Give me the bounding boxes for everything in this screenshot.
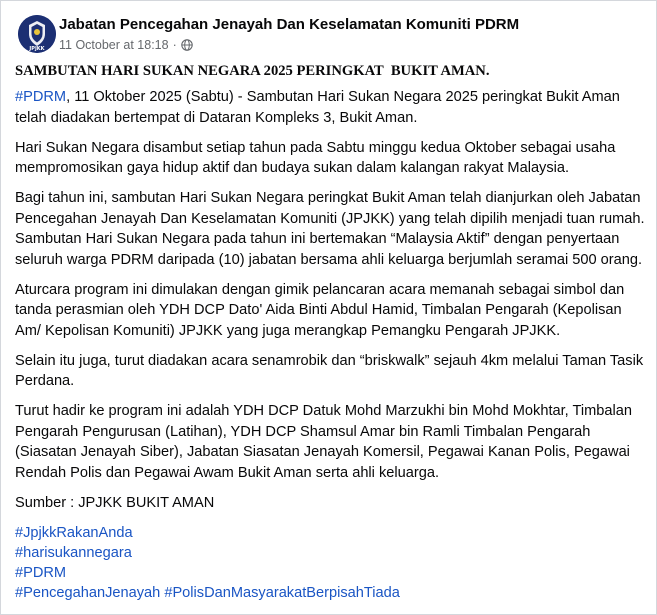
hashtag-link[interactable]: #PolisDanMasyarakatBerpisahTiada <box>164 585 400 601</box>
paragraph-5: Selain itu juga, turut diadakan acara senamrobik dan “briskwalk” sejauh 4km melalui Taman Tasik Perdana. <box>15 352 644 389</box>
post-timestamp[interactable]: 11 October at 18:18 <box>59 38 169 52</box>
hashtag-link[interactable]: #PDRM <box>15 565 67 581</box>
hashtag-link[interactable]: #PencegahanJenayah <box>15 585 161 601</box>
paragraph-6: Turut hadir ke program ini adalah YDH DCP Datuk Mohd Marzukhi bin Mohd Mokhtar, Timbalan Pengarah Pengurusan (Latihan), YDH DCP Shamsul Amar bin Ramli Timbalan Pengarah (Siasatan Jenayah Siber), Jabatan Siasatan Jenayah Komersil, Pegawai Kanan Polis, Pegawai Rendah Polis dan Pegawai Awam Bukit Aman serta ahli keluarga. <box>15 403 633 481</box>
crest-icon <box>18 15 56 53</box>
hashtag-link[interactable]: #harisukannegara <box>15 545 132 561</box>
hashtag-link[interactable]: #JpjkkRakanAnda <box>15 525 133 541</box>
hashtag-list <box>15 523 645 603</box>
post-meta <box>59 38 193 52</box>
paragraph-1 <box>15 87 645 128</box>
hashtag-link[interactable]: #PDRM <box>15 89 67 105</box>
page-name-link[interactable]: Jabatan Pencegahan Jenayah Dan Keselamatan Komuniti PDRM <box>59 16 520 33</box>
post-header <box>15 12 645 58</box>
paragraph-4: Aturcara program ini dimulakan dengan gimik pelancaran acara memanah sebagai simbol dan tanda perasmian oleh YDH DCP Dato' Aida Binti Abdul Hamid, Timbalan Pengarah (Kepolisan Am/ Kepolisan Komuniti) JPJKK yang juga merangkap Pemangku Pengarah JPJKK. <box>15 281 625 339</box>
paragraph-2: Hari Sukan Negara disambut setiap tahun pada Sabtu minggu kedua Oktober sebagai usaha mempromosikan gaya hidup aktif dan budaya sukan dalam kalangan rakyat Malaysia. <box>15 139 616 176</box>
page-avatar[interactable] <box>18 15 56 53</box>
globe-icon[interactable] <box>181 39 193 51</box>
source-line: Sumber : JPJKK BUKIT AMAN <box>15 494 215 511</box>
post-title: SAMBUTAN HARI SUKAN NEGARA 2025 PERINGKAT BUKIT AMAN. <box>15 63 490 79</box>
avatar-text: JPJKK <box>29 46 45 52</box>
post-body <box>15 61 645 603</box>
paragraph-3: Bagi tahun ini, sambutan Hari Sukan Negara peringkat Bukit Aman telah dianjurkan oleh Jabatan Pencegahan Jenayah Dan Keselamatan Komuniti (JPJKK) yang telah dipilih menjadi tuan rumah. Sambutan Hari Sukan Negara pada tahun ini bertemakan “Malaysia Aktif” dengan penyertaan seluruh warga PDRM daripada (10) jabatan bersama ahli keluarga berjumlah seramai 500 orang. <box>15 190 645 268</box>
meta-separator: · <box>172 38 177 52</box>
paragraph-1-text: , 11 Oktober 2025 (Sabtu) - Sambutan Hari Sukan Negara 2025 peringkat Bukit Aman telah diadakan bertempat di Dataran Kompleks 3, Bukit Aman. <box>15 89 620 126</box>
